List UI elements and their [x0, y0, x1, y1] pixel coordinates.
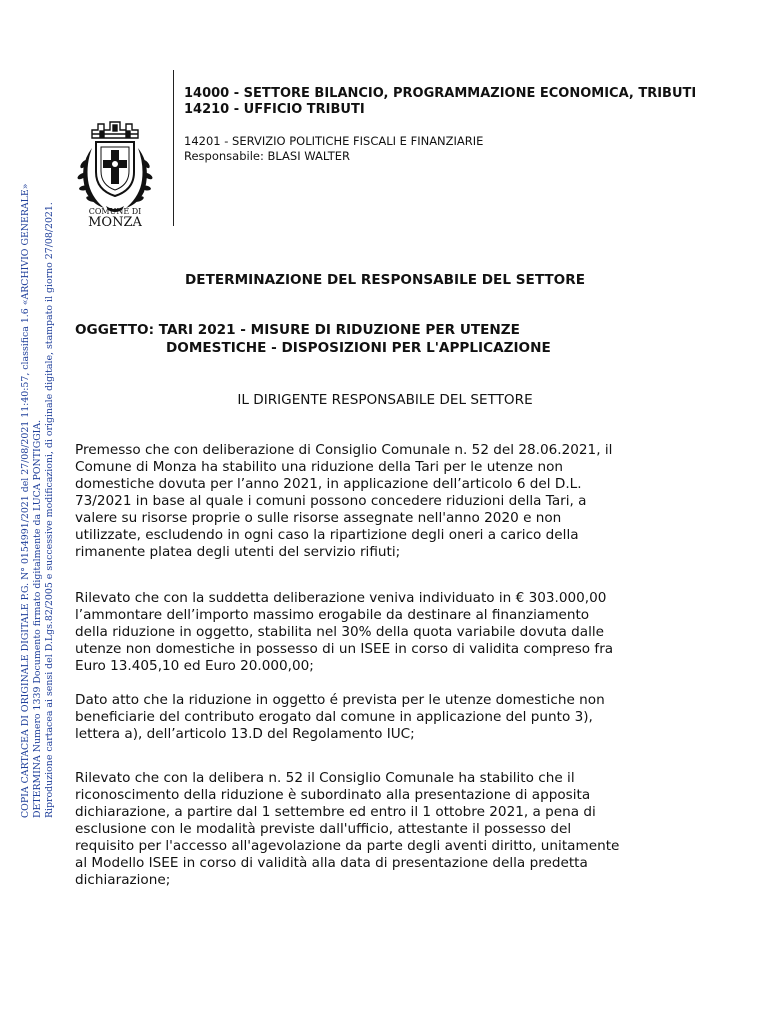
paragraph-line: Comune di Monza ha stabilito una riduzione della Tari per le utenze non	[75, 459, 564, 475]
paragraph-line: Dato atto che la riduzione in oggetto é prevista per le utenze domestiche non	[75, 692, 605, 708]
issuing-office-header	[184, 86, 744, 164]
paragraph-line: domestiche dovuta per l’anno 2021, in applicazione dell’articolo 6 del D.L.	[75, 476, 582, 492]
paragraph-line: della riduzione in oggetto, stabilita nel 30% della quota variabile dovuta dalle	[75, 624, 605, 640]
logo-caption-large: MONZA	[88, 215, 142, 228]
paragraph-line: 73/2021 in base al quale i comuni possono concedere riduzioni della Tari, a	[75, 493, 587, 509]
manager-name: Responsabile: BLASI WALTER	[184, 149, 350, 163]
paragraph-line: Euro 13.405,10 ed Euro 20.000,00;	[75, 658, 314, 674]
body-paragraph-4	[75, 770, 735, 889]
archive-stamp-line-2: DETERMINA Numero 1339 Documento firmato digitalmente da LUCA PONTIGGIA.	[32, 419, 43, 818]
body-paragraph-1	[75, 442, 735, 561]
document-type-text: DETERMINAZIONE DEL RESPONSABILE DEL SETTORE	[185, 272, 585, 288]
body-paragraph-2	[75, 590, 735, 675]
paragraph-line: utilizzate, escludendo in ogni caso la ripartizione degli oneri a carico della	[75, 527, 579, 543]
paragraph-line: lettera a), dell’articolo 13.D del Regolamento IUC;	[75, 726, 415, 742]
paragraph-line: riconoscimento della riduzione è subordinato alla presentazione di apposita	[75, 787, 591, 803]
paragraph-line: esclusione con le modalità previste dall'ufficio, attestante il possesso del	[75, 821, 572, 837]
office-title: 14210 - UFFICIO TRIBUTI	[184, 102, 365, 117]
subject-block	[75, 321, 755, 357]
paragraph-line: dichiarazione, a partire dal 1 settembre ed entro il 1 ottobre 2021, a pena di	[75, 804, 596, 820]
paragraph-line: dichiarazione;	[75, 872, 171, 888]
comune-di-monza-logo	[70, 114, 160, 228]
issuing-authority-text: IL DIRIGENTE RESPONSABILE DEL SETTORE	[237, 392, 533, 408]
subject-line-2: DOMESTICHE - DISPOSIZIONI PER L'APPLICAZIONE	[166, 340, 551, 356]
paragraph-line: rimanente platea degli utenti del servizio rifiuti;	[75, 544, 401, 560]
sector-title: 14000 - SETTORE BILANCIO, PROGRAMMAZIONE ECONOMICA, TRIBUTI	[184, 86, 697, 101]
paragraph-line: requisito per l'accesso all'agevolazione da parte degli aventi diritto, unitamente	[75, 838, 620, 854]
paragraph-line: Rilevato che con la delibera n. 52 il Consiglio Comunale ha stabilito che il	[75, 770, 575, 786]
paragraph-line: al Modello ISEE in corso di validità alla data di presentazione della predetta	[75, 855, 588, 871]
archive-stamp-line-1: COPIA CARTACEA DI ORIGINALE DIGITALE P.G. N° 0154991/2021 del 27/08/2021 11:40:57, classifica 1.6 «ARCHIVIO GENERALE»	[20, 183, 31, 818]
paragraph-line: utenze non domestiche in possesso di un ISEE in corso di validita compreso fra	[75, 641, 614, 657]
issuing-authority	[0, 391, 770, 409]
paragraph-line: valere su risorse proprie o sulle risorse assegnate nell'anno 2020 e non	[75, 510, 562, 526]
service-name: 14201 - SERVIZIO POLITICHE FISCALI E FINANZIARIE	[184, 134, 484, 148]
paragraph-line: beneficiarie del contributo erogato dal comune in applicazione del punto 3),	[75, 709, 593, 725]
archive-stamp-line-3: Riproduzione cartacea ai sensi del D.Lgs.82/2005 e successive modificazioni, di originale digitale, stampato il giorno 27/08/2021.	[44, 202, 55, 818]
paragraph-line: Premesso che con deliberazione di Consiglio Comunale n. 52 del 28.06.2021, il	[75, 442, 613, 458]
paragraph-line: l’ammontare dell’importo massimo erogabile da destinare al finanziamento	[75, 607, 590, 623]
shield-icon	[96, 142, 134, 196]
subject-line-1: OGGETTO: TARI 2021 - MISURE DI RIDUZIONE PER UTENZE	[75, 322, 520, 338]
logo-caption-small: COMUNE DI	[88, 207, 142, 216]
header-divider	[173, 70, 174, 226]
crown-icon	[92, 122, 138, 138]
paragraph-line: Rilevato che con la suddetta deliberazione veniva individuato in € 303.000,00	[75, 590, 607, 606]
document-type-heading	[0, 271, 770, 289]
body-paragraph-3	[75, 692, 735, 743]
